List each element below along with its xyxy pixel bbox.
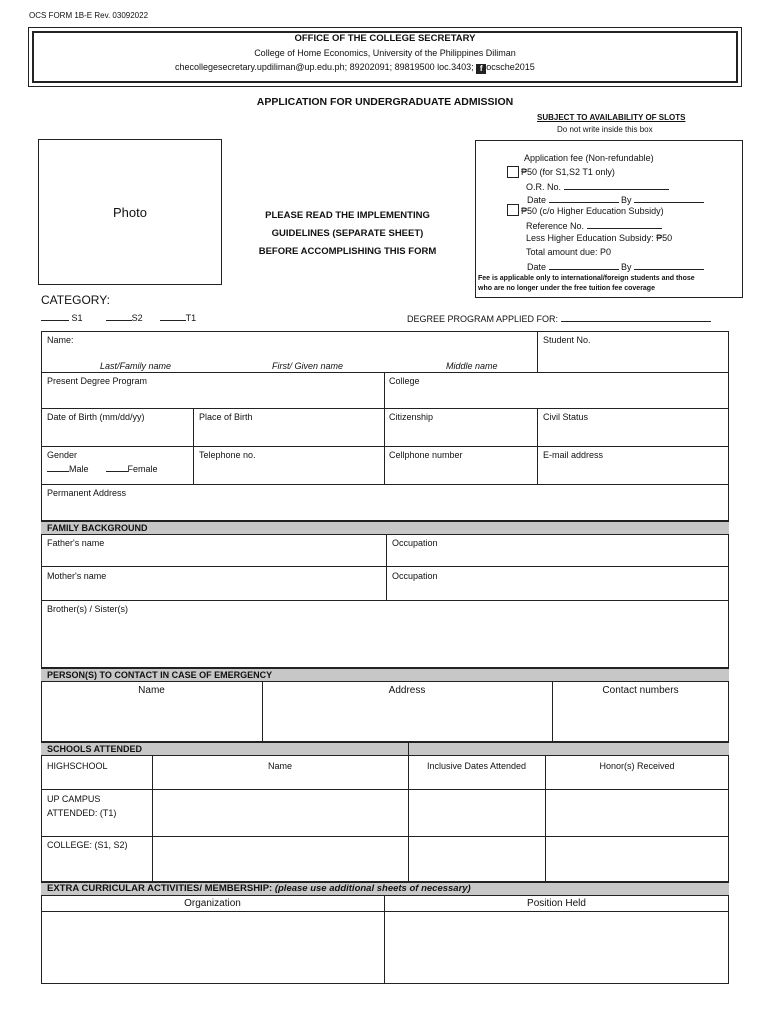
or-no-row <box>526 181 669 192</box>
form-title: APPLICATION FOR UNDERGRADUATE ADMISSION <box>256 96 514 108</box>
contact-text: checollegesecretary.updiliman@up.edu.ph; 89202091; 89819500 loc.3403; <box>175 62 474 72</box>
gender-label: Gender <box>47 450 78 460</box>
highschool-label: HIGHSCHOOL <box>47 761 108 771</box>
father-occupation-label: Occupation <box>392 538 438 548</box>
category-s2-label: S2 <box>131 313 143 323</box>
contact-line <box>175 62 535 74</box>
category-label: CATEGORY: <box>41 293 110 307</box>
extracurricular-header-label: EXTRA CURRICULAR ACTIVITIES/ MEMBERSHIP: <box>47 883 273 894</box>
male-blank[interactable] <box>47 463 69 472</box>
category-options <box>41 312 196 323</box>
schools-header-right <box>408 742 729 756</box>
date-field[interactable] <box>549 194 619 203</box>
degree-program-label: DEGREE PROGRAM APPLIED FOR: <box>407 314 559 324</box>
up-campus-label-1: UP CAMPUS <box>47 794 101 804</box>
date-by-row-1 <box>527 194 704 205</box>
or-no-label: O.R. No. <box>526 182 562 192</box>
date-by-row-2 <box>527 261 704 272</box>
degree-program-row <box>407 313 711 324</box>
cellphone-label: Cellphone number <box>389 450 463 460</box>
date-label-2: Date <box>527 262 547 272</box>
mother-occupation-label: Occupation <box>392 571 438 581</box>
or-no-field[interactable] <box>564 181 669 190</box>
slots-note: SUBJECT TO AVAILABILITY OF SLOTS <box>537 113 686 122</box>
extracurricular-header <box>41 882 729 896</box>
family-table <box>41 534 729 668</box>
college-line: College of Home Economics, University of the Philippines Diliman <box>254 48 516 58</box>
total-due: Total amount due: P0 <box>526 247 612 257</box>
mother-label: Mother's name <box>47 571 107 581</box>
schools-header: SCHOOLS ATTENDED <box>41 742 409 756</box>
guidelines-line-3: BEFORE ACCOMPLISHING THIS FORM <box>258 246 437 257</box>
first-name-label: First/ Given name <box>272 361 344 371</box>
college-s1s2-label: COLLEGE: (S1, S2) <box>47 840 128 850</box>
female-blank[interactable] <box>106 463 128 472</box>
present-degree-label: Present Degree Program <box>47 376 148 386</box>
college-label: College <box>389 376 420 386</box>
dob-label: Date of Birth (mm/dd/yy) <box>47 412 145 422</box>
emergency-address-header: Address <box>388 685 426 696</box>
degree-program-field[interactable] <box>561 313 711 322</box>
fee-note-1: Fee is applicable only to international/foreign students and those <box>478 275 695 282</box>
date-label: Date <box>527 195 547 205</box>
male-label: Male <box>69 464 89 474</box>
fee-subsidy-label: ₱50 (c/o Higher Education Subsidy) <box>521 206 664 216</box>
reference-field[interactable] <box>587 220 662 229</box>
gender-options <box>47 463 158 474</box>
name-label: Name: <box>47 335 74 345</box>
name-field[interactable] <box>42 342 536 360</box>
guidelines-line-1: PLEASE READ THE IMPLEMENTING <box>265 210 430 221</box>
photo-label: Photo <box>113 205 147 220</box>
last-name-label: Last/Family name <box>100 361 172 371</box>
father-label: Father's name <box>47 538 105 548</box>
permanent-address-label: Permanent Address <box>47 488 127 498</box>
place-birth-label: Place of Birth <box>199 412 253 422</box>
category-s1-blank[interactable] <box>41 312 69 321</box>
fee-subsidy-checkbox[interactable] <box>507 204 519 216</box>
middle-name-label: Middle name <box>446 361 498 371</box>
schools-table <box>41 755 729 882</box>
reference-label: Reference No. <box>526 221 585 231</box>
student-no-label: Student No. <box>543 335 591 345</box>
date-field-2[interactable] <box>549 261 619 270</box>
by-label: By <box>621 195 632 205</box>
emergency-contact-header: Contact numbers <box>602 685 679 696</box>
school-name-header: Name <box>267 761 292 771</box>
category-s1-label: S1 <box>71 313 83 323</box>
form-code: OCS FORM 1B-E Rev. 03092022 <box>29 11 149 20</box>
reference-row <box>526 220 662 231</box>
female-label: Female <box>127 464 158 474</box>
no-write-note: Do not write inside this box <box>557 125 653 134</box>
fee-s1s2t1-label: ₱50 (for S1,S2 T1 only) <box>521 167 615 177</box>
fee-s1s2t1-checkbox[interactable] <box>507 166 519 178</box>
family-header: FAMILY BACKGROUND <box>41 521 729 535</box>
emergency-header: PERSON(S) TO CONTACT IN CASE OF EMERGENCY <box>41 668 729 682</box>
fee-title: Application fee (Non-refundable) <box>524 153 654 163</box>
position-header: Position Held <box>527 898 586 909</box>
office-title: OFFICE OF THE COLLEGE SECRETARY <box>294 33 476 44</box>
by-label-2: By <box>621 262 632 272</box>
email-label: E-mail address <box>543 450 604 460</box>
siblings-label: Brother(s) / Sister(s) <box>47 604 129 614</box>
fee-note-2: who are no longer under the free tuition fee coverage <box>478 285 655 292</box>
school-dates-header: Inclusive Dates Attended <box>426 761 527 771</box>
guidelines-line-2: GUIDELINES (SEPARATE SHEET) <box>271 228 424 239</box>
by-field-2[interactable] <box>634 261 704 270</box>
organization-header: Organization <box>184 898 241 909</box>
civil-status-label: Civil Status <box>543 412 589 422</box>
up-campus-label-2: ATTENDED: (T1) <box>47 808 117 818</box>
category-t1-label: T1 <box>185 313 197 323</box>
telephone-label: Telephone no. <box>199 450 256 460</box>
category-s2-blank[interactable] <box>106 312 132 321</box>
category-t1-blank[interactable] <box>160 312 186 321</box>
emergency-name-header: Name <box>138 685 165 696</box>
citizenship-label: Citizenship <box>389 412 434 422</box>
facebook-icon: f <box>476 64 486 74</box>
by-field[interactable] <box>634 194 704 203</box>
extracurricular-header-note: (please use additional sheets of necessary) <box>274 883 471 894</box>
facebook-handle: ocsche2015 <box>486 62 535 72</box>
less-subsidy: Less Higher Education Subsidy: ₱50 <box>526 233 673 243</box>
school-honors-header: Honor(s) Received <box>599 761 675 771</box>
